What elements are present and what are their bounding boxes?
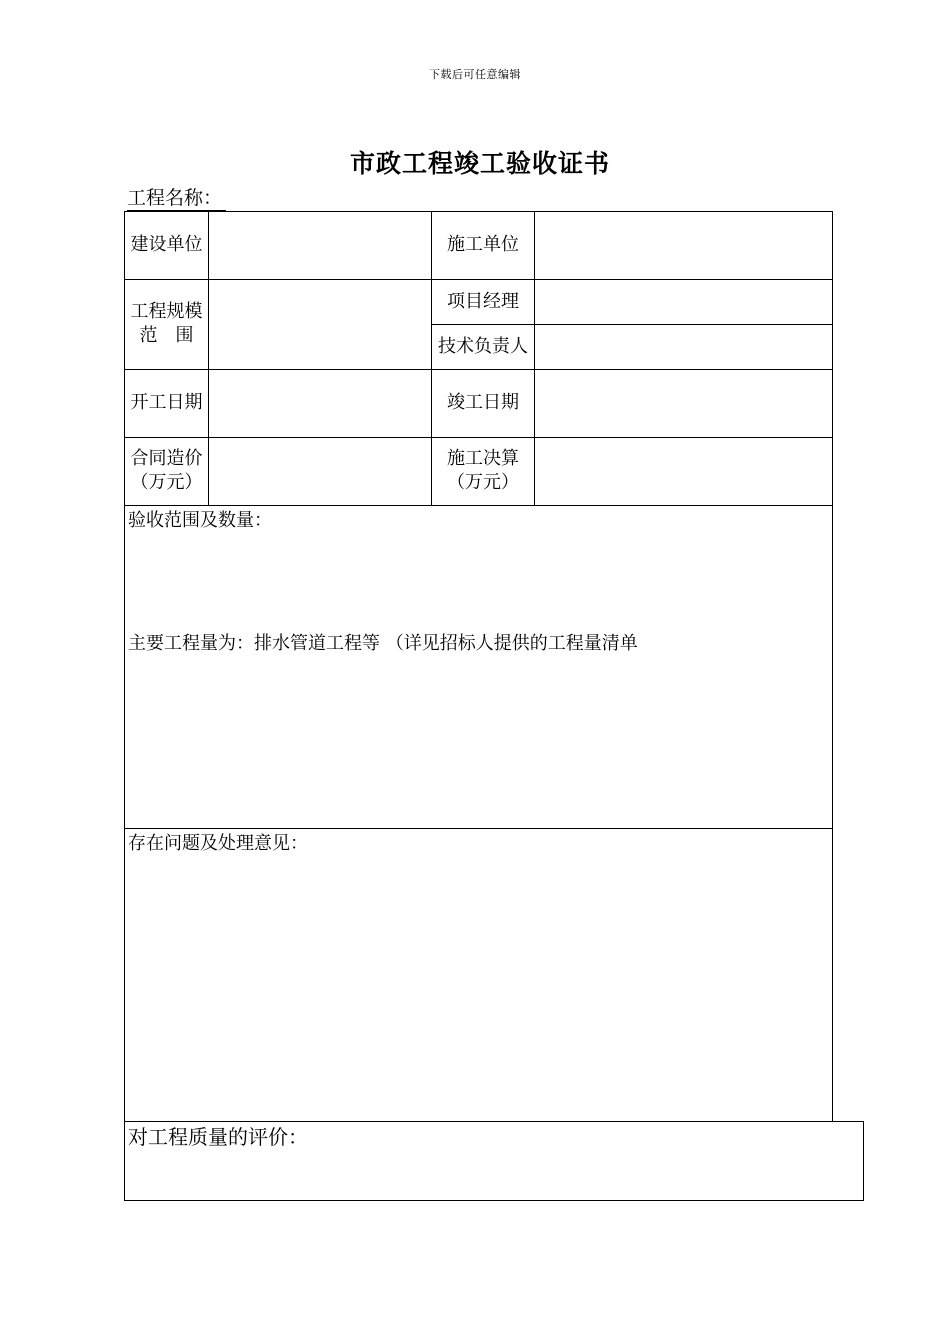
- table-border-bottom: [124, 1200, 864, 1201]
- quality-evaluation-label: 对工程质量的评价：: [128, 1125, 308, 1149]
- project-scale-label: [125, 300, 208, 348]
- quality-evaluation-field[interactable]: [125, 1152, 863, 1200]
- project-manager-field[interactable]: [535, 280, 832, 324]
- tech-lead-field[interactable]: [535, 325, 832, 369]
- evaluation-border-right: [863, 1121, 864, 1201]
- page-title: 市政工程竣工验收证书: [349, 149, 610, 178]
- completion-date-field[interactable]: [535, 370, 832, 437]
- completion-date-label: 竣工日期: [447, 392, 519, 413]
- row-divider: [124, 828, 833, 829]
- acceptance-scope-field[interactable]: [125, 660, 832, 828]
- settlement-label-line2: （万元）: [447, 472, 519, 493]
- project-scale-field[interactable]: [209, 280, 431, 369]
- tech-lead-label: 技术负责人: [438, 336, 528, 357]
- header-note: 下载后可任意编辑: [429, 68, 521, 81]
- contractor-field[interactable]: [535, 212, 832, 279]
- contract-price-field[interactable]: [209, 438, 431, 505]
- main-quantities-text: 主要工程量为：排水管道工程等 （详见招标人提供的工程量清单: [128, 633, 638, 654]
- acceptance-scope-label: 验收范围及数量：: [128, 510, 272, 531]
- issues-label: 存在问题及处理意见：: [128, 833, 308, 854]
- project-scale-label-line2: 范 围: [139, 325, 194, 346]
- issues-field[interactable]: [125, 860, 832, 1121]
- contract-price-label-line2: （万元）: [130, 472, 203, 493]
- settlement-label-line1: 施工决算: [447, 448, 519, 469]
- contract-price-label-line1: 合同造价: [130, 448, 203, 469]
- settlement-label: [432, 447, 534, 495]
- settlement-field[interactable]: [535, 438, 832, 505]
- contract-price-label: [125, 447, 208, 495]
- evaluation-border-top: [124, 1121, 864, 1122]
- construction-unit-label: 建设单位: [130, 234, 203, 255]
- project-scale-label-line1: 工程规模: [130, 301, 203, 322]
- construction-unit-field[interactable]: [209, 212, 431, 279]
- table-border-right: [832, 211, 833, 1121]
- start-date-label: 开工日期: [130, 392, 203, 413]
- start-date-field[interactable]: [209, 370, 431, 437]
- row-divider: [124, 505, 833, 506]
- contractor-label: 施工单位: [447, 234, 519, 255]
- project-name-label: 工程名称：: [127, 186, 226, 211]
- project-manager-label: 项目经理: [447, 291, 519, 312]
